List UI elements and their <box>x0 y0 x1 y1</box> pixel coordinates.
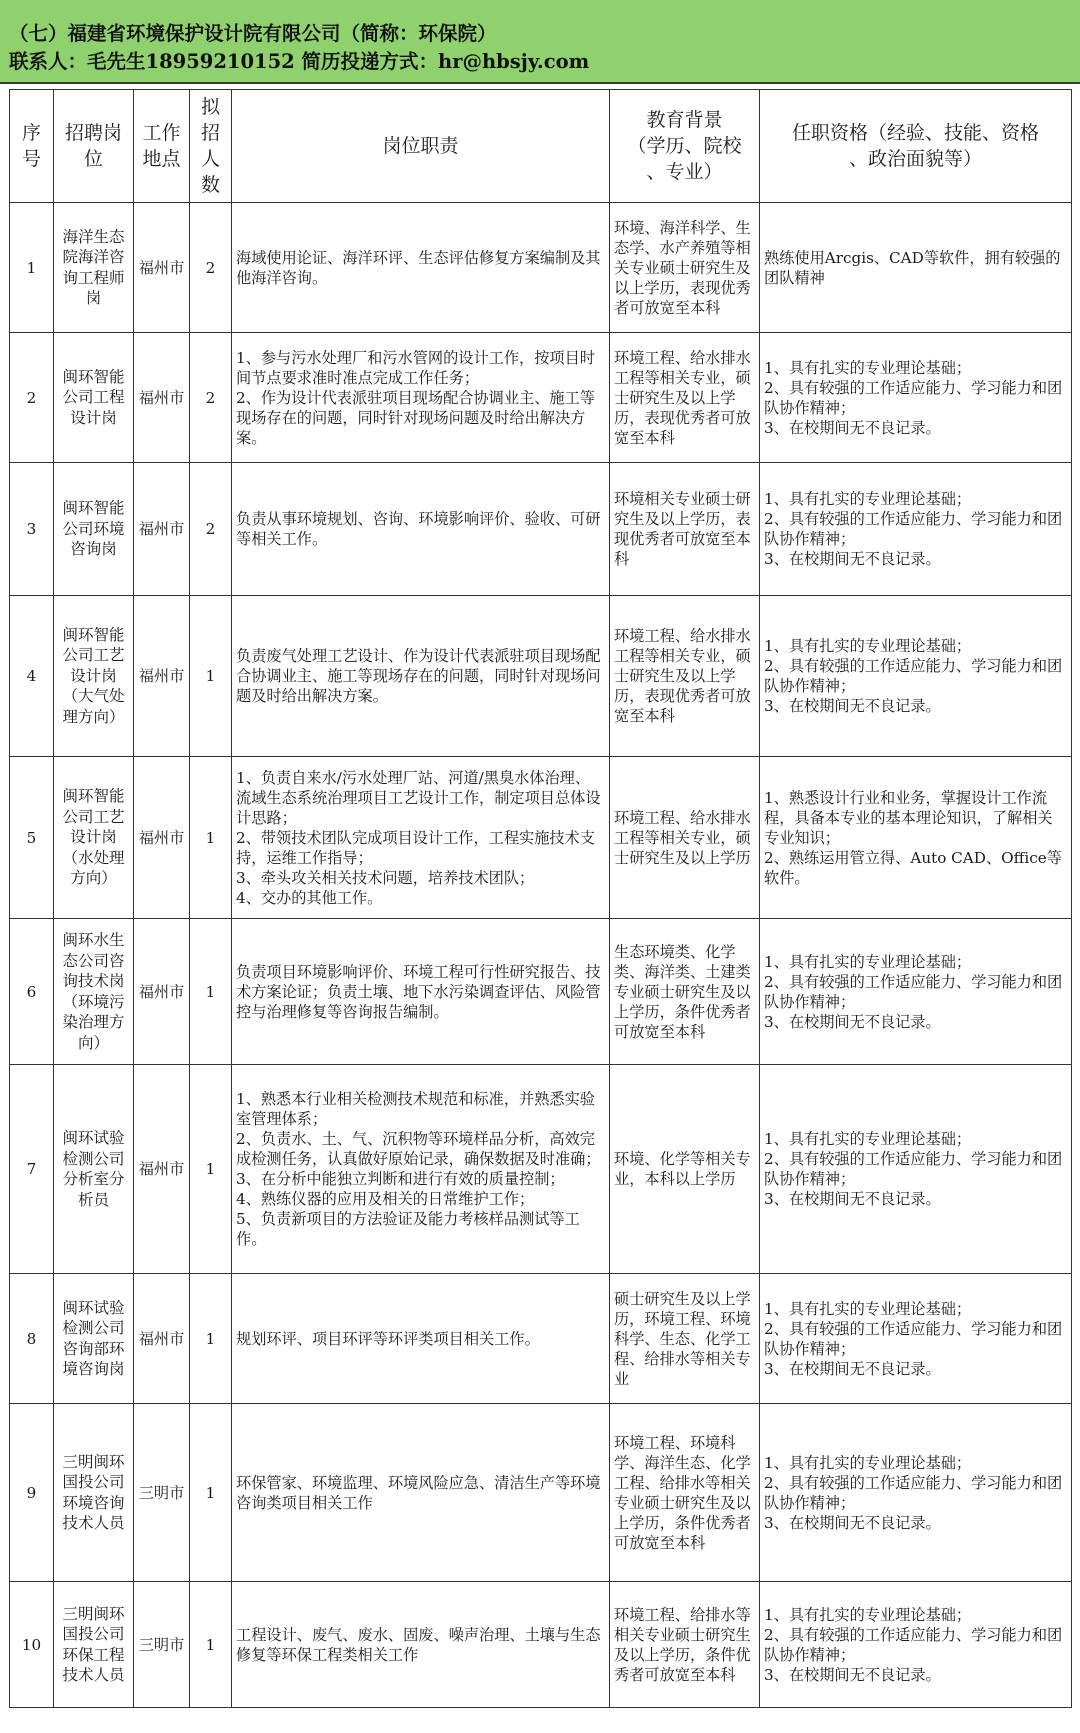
row-duties: 环保管家、环境监理、环境风险应急、清洁生产等环境咨询类项目相关工作 <box>232 1404 610 1582</box>
table-header-row <box>10 90 1072 203</box>
row-position: 闽环试验检测公司咨询部环境咨询岗 <box>54 1274 134 1404</box>
row-count: 1 <box>190 596 232 757</box>
row-duties: 1、参与污水处理厂和污水管网的设计工作，按项目时间节点要求准时准点完成工作任务； 2、作为设计代表派驻项目现场配合协调业主、施工等现场存在的问题，同时针对现场问题及时给出解决方案。 <box>232 333 610 463</box>
table-row <box>10 757 1072 919</box>
row-qualifications: 熟练使用Arcgis、CAD等软件，拥有较强的团队精神 <box>760 203 1072 333</box>
row-duties: 1、负责自来水/污水处理厂站、河道/黑臭水体治理、流域生态系统治理项目工艺设计工作，制定项目总体设计思路； 2、带领技术团队完成项目设计工作，工程实施技术支持，运维工作指导； 3、牵头攻关相关技术问题，培养技术团队； 4、交办的其他工作。 <box>232 757 610 919</box>
column-header-count: 拟 招 人 数 <box>190 90 232 203</box>
row-count: 1 <box>190 1274 232 1404</box>
row-education: 环境工程、给水排水工程等相关专业，硕士研究生及以上学历 <box>610 757 760 919</box>
row-location: 福州市 <box>134 333 190 463</box>
column-header-location: 工作 地点 <box>134 90 190 203</box>
row-position: 闽环试验检测公司分析室分析员 <box>54 1065 134 1274</box>
row-education: 环境工程、给水排水工程等相关专业，硕士研究生及以上学历，表现优秀者可放宽至本科 <box>610 333 760 463</box>
row-no: 10 <box>10 1582 54 1708</box>
row-education: 环境工程、环境科学、海洋生态、化学工程、给排水等相关专业硕士研究生及以上学历，条件优秀者可放宽至本科 <box>610 1404 760 1582</box>
row-qualifications: 1、具有扎实的专业理论基础； 2、具有较强的工作适应能力、学习能力和团队协作精神； 3、在校期间无不良记录。 <box>760 1404 1072 1582</box>
row-location: 福州市 <box>134 463 190 596</box>
row-no: 8 <box>10 1274 54 1404</box>
row-count: 1 <box>190 919 232 1065</box>
row-position: 闽环智能公司工程设计岗 <box>54 333 134 463</box>
row-no: 9 <box>10 1404 54 1582</box>
row-position: 闽环智能公司工艺设计岗（水处理方向） <box>54 757 134 919</box>
row-location: 福州市 <box>134 1274 190 1404</box>
table-row <box>10 1582 1072 1708</box>
row-qualifications: 1、具有扎实的专业理论基础； 2、具有较强的工作适应能力、学习能力和团队协作精神； 3、在校期间无不良记录。 <box>760 1065 1072 1274</box>
row-position: 闽环智能公司工艺设计岗（大气处理方向） <box>54 596 134 757</box>
column-header-position: 招聘岗 位 <box>54 90 134 203</box>
row-no: 5 <box>10 757 54 919</box>
row-education: 硕士研究生及以上学历，环境工程、环境科学、生态、化学工程、给排水等相关专业 <box>610 1274 760 1404</box>
column-header-no: 序 号 <box>10 90 54 203</box>
row-location: 三明市 <box>134 1582 190 1708</box>
table-row <box>10 463 1072 596</box>
row-duties: 负责项目环境影响评价、环境工程可行性研究报告、技术方案论证；负责土壤、地下水污染调查评估、风险管控与治理修复等咨询报告编制。 <box>232 919 610 1065</box>
row-no: 1 <box>10 203 54 333</box>
row-no: 2 <box>10 333 54 463</box>
row-education: 环境、化学等相关专业，本科以上学历 <box>610 1065 760 1274</box>
row-count: 1 <box>190 1582 232 1708</box>
row-no: 3 <box>10 463 54 596</box>
row-position: 闽环水生态公司咨询技术岗（环境污染治理方向） <box>54 919 134 1065</box>
row-position: 海洋生态院海洋咨询工程师岗 <box>54 203 134 333</box>
row-education: 生态环境类、化学类、海洋类、土建类专业硕士研究生及以上学历，条件优秀者可放宽至本科 <box>610 919 760 1065</box>
row-qualifications: 1、具有扎实的专业理论基础； 2、具有较强的工作适应能力、学习能力和团队协作精神； 3、在校期间无不良记录。 <box>760 463 1072 596</box>
row-education: 环境相关专业硕士研究生及以上学历，表现优秀者可放宽至本科 <box>610 463 760 596</box>
row-location: 福州市 <box>134 919 190 1065</box>
row-duties: 负责从事环境规划、咨询、环境影响评价、验收、可研等相关工作。 <box>232 463 610 596</box>
row-no: 6 <box>10 919 54 1065</box>
recruitment-table <box>9 89 1072 1708</box>
table-row <box>10 203 1072 333</box>
row-education: 环境工程、给排水等相关专业硕士研究生及以上学历，条件优秀者可放宽至本科 <box>610 1582 760 1708</box>
table-row <box>10 1065 1072 1274</box>
row-count: 1 <box>190 1404 232 1582</box>
row-no: 7 <box>10 1065 54 1274</box>
row-qualifications: 1、具有扎实的专业理论基础； 2、具有较强的工作适应能力、学习能力和团队协作精神； 3、在校期间无不良记录。 <box>760 1274 1072 1404</box>
row-duties: 规划环评、项目环评等环评类项目相关工作。 <box>232 1274 610 1404</box>
row-count: 2 <box>190 333 232 463</box>
row-count: 2 <box>190 463 232 596</box>
column-header-duties: 岗位职责 <box>232 90 610 203</box>
company-title: （七）福建省环境保护设计院有限公司（简称：环保院） <box>9 22 497 45</box>
table-row <box>10 333 1072 463</box>
table-row <box>10 1274 1072 1404</box>
row-location: 福州市 <box>134 203 190 333</box>
row-duties: 工程设计、废气、废水、固废、噪声治理、土壤与生态修复等环保工程类相关工作 <box>232 1582 610 1708</box>
table-row <box>10 919 1072 1065</box>
row-qualifications: 1、具有扎实的专业理论基础； 2、具有较强的工作适应能力、学习能力和团队协作精神； 3、在校期间无不良记录。 <box>760 919 1072 1065</box>
company-banner <box>0 0 1080 84</box>
contact-line: 联系人：毛先生18959210152 简历投递方式：hr@hbsjy.com <box>9 50 590 73</box>
table-row <box>10 1404 1072 1582</box>
row-qualifications: 1、熟悉设计行业和业务，掌握设计工作流程，具备本专业的基本理论知识，了解相关专业知识； 2、熟练运用管立得、Auto CAD、Office等软件。 <box>760 757 1072 919</box>
row-no: 4 <box>10 596 54 757</box>
row-count: 1 <box>190 757 232 919</box>
row-location: 福州市 <box>134 596 190 757</box>
table-row <box>10 596 1072 757</box>
row-qualifications: 1、具有扎实的专业理论基础； 2、具有较强的工作适应能力、学习能力和团队协作精神； 3、在校期间无不良记录。 <box>760 596 1072 757</box>
column-header-qualifications: 任职资格（经验、技能、资格 、政治面貌等） <box>760 90 1072 203</box>
row-qualifications: 1、具有扎实的专业理论基础； 2、具有较强的工作适应能力、学习能力和团队协作精神； 3、在校期间无不良记录。 <box>760 1582 1072 1708</box>
row-count: 1 <box>190 1065 232 1274</box>
row-count: 2 <box>190 203 232 333</box>
row-qualifications: 1、具有扎实的专业理论基础； 2、具有较强的工作适应能力、学习能力和团队协作精神； 3、在校期间无不良记录。 <box>760 333 1072 463</box>
row-position: 三明闽环国投公司环境咨询技术人员 <box>54 1404 134 1582</box>
row-duties: 负责废气处理工艺设计、作为设计代表派驻项目现场配合协调业主、施工等现场存在的问题，同时针对现场问题及时给出解决方案。 <box>232 596 610 757</box>
row-location: 福州市 <box>134 1065 190 1274</box>
column-header-education: 教育背景 （学历、院校 、专业） <box>610 90 760 203</box>
row-education: 环境、海洋科学、生态学、水产养殖等相关专业硕士研究生及以上学历，表现优秀者可放宽至本科 <box>610 203 760 333</box>
row-position: 三明闽环国投公司环保工程技术人员 <box>54 1582 134 1708</box>
row-duties: 1、熟悉本行业相关检测技术规范和标准，并熟悉实验室管理体系； 2、负责水、土、气、沉积物等环境样品分析，高效完成检测任务，认真做好原始记录，确保数据及时准确； 3、在分析中能独立判断和进行有效的质量控制； 4、熟练仪器的应用及相关的日常维护工作； 5、负责新项目的方法验证及能力考核样品测试等工作。 <box>232 1065 610 1274</box>
row-location: 福州市 <box>134 757 190 919</box>
row-duties: 海域使用论证、海洋环评、生态评估修复方案编制及其他海洋咨询。 <box>232 203 610 333</box>
row-education: 环境工程、给水排水工程等相关专业，硕士研究生及以上学历，表现优秀者可放宽至本科 <box>610 596 760 757</box>
row-position: 闽环智能公司环境咨询岗 <box>54 463 134 596</box>
row-location: 三明市 <box>134 1404 190 1582</box>
